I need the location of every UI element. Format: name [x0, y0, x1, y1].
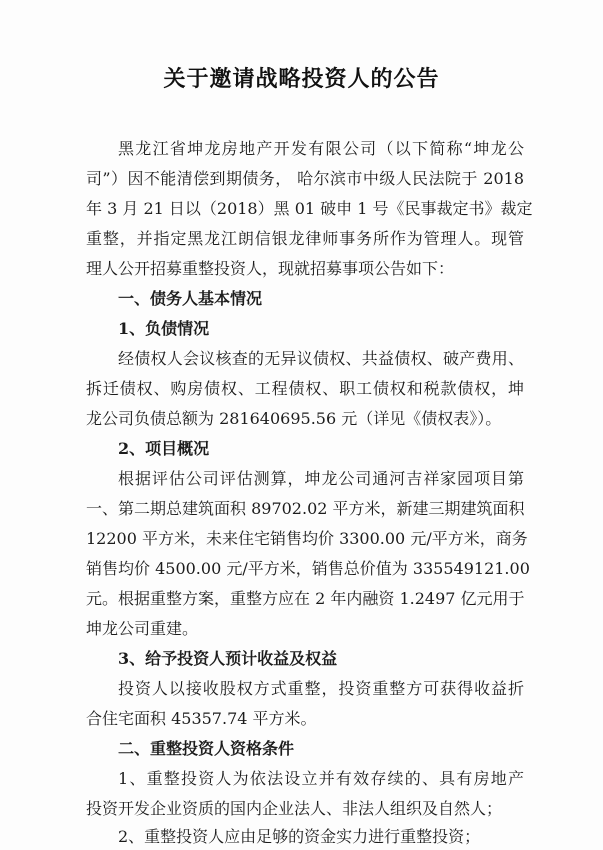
subsection-2-line-5: 元。根据重整方案，重整方应在 2 年内融资 1.2497 亿元用于 — [86, 589, 525, 608]
subsection-2-line-2: 一、第二期总建筑面积 89702.02 平方米，新建三期建筑面积 — [86, 499, 525, 518]
section-1-heading: 一、债务人基本情况 — [118, 289, 263, 308]
intro-line-5: 理人公开招募重整投资人，现就招募事项公告如下： — [86, 259, 455, 278]
subsection-2-line-3: 12200 平方米，未来住宅销售均价 3300.00 元/平方米，商务 — [86, 529, 528, 548]
subsection-3-line-1: 投资人以接收股权方式重整，投资重整方可获得收益折 — [118, 679, 524, 698]
subsection-2-line-6: 坤龙公司重建。 — [86, 619, 199, 638]
intro-line-1: 黑龙江省坤龙房地产开发有限公司（以下简称“坤龙公 — [118, 139, 524, 158]
intro-line-3: 年 3 月 21 日以（2018）黑 01 破申 1 号《民事裁定书》裁定 — [86, 199, 533, 218]
intro-line-2: 司”）因不能清偿到期债务， 哈尔滨市中级人民法院于 2018 — [86, 169, 524, 188]
section-2-heading: 二、重整投资人资格条件 — [118, 739, 295, 758]
section-2-line-2: 投资开发企业资质的国内企业法人、非法人组织及自然人； — [86, 799, 503, 818]
subsection-2-line-4: 销售均价 4500.00 元/平方米，销售总价值为 335549121.00 — [86, 559, 530, 578]
document-title: 关于邀请战略投资人的公告 — [163, 66, 440, 92]
subsection-3-heading: 3、给予投资人预计收益及权益 — [118, 649, 338, 668]
subsection-2-line-1: 根据评估公司评估测算，坤龙公司通河吉祥家园项目第 — [118, 469, 524, 488]
subsection-1-line-2: 拆迁债权、购房债权、工程债权、职工债权和税款债权，坤 — [86, 379, 524, 398]
subsection-1-line-3: 龙公司负债总额为 281640695.56 元（详见《债权表》）。 — [86, 409, 502, 428]
section-2-line-3: 2、重整投资人应由足够的资金实力进行重整投资； — [118, 827, 481, 846]
section-2-line-1: 1、重整投资人为依法设立并有效存续的、具有房地产 — [118, 769, 524, 788]
subsection-1-line-1: 经债权人会议核查的无异议债权、共益债权、破产费用、 — [118, 349, 524, 368]
intro-line-4: 重整，并指定黑龙江朗信银龙律师事务所作为管理人。现管 — [86, 229, 524, 248]
subsection-2-heading: 2、项目概况 — [118, 439, 210, 458]
subsection-1-heading: 1、负债情况 — [118, 319, 210, 338]
subsection-3-line-2: 合住宅面积 45357.74 平方米。 — [86, 709, 317, 728]
